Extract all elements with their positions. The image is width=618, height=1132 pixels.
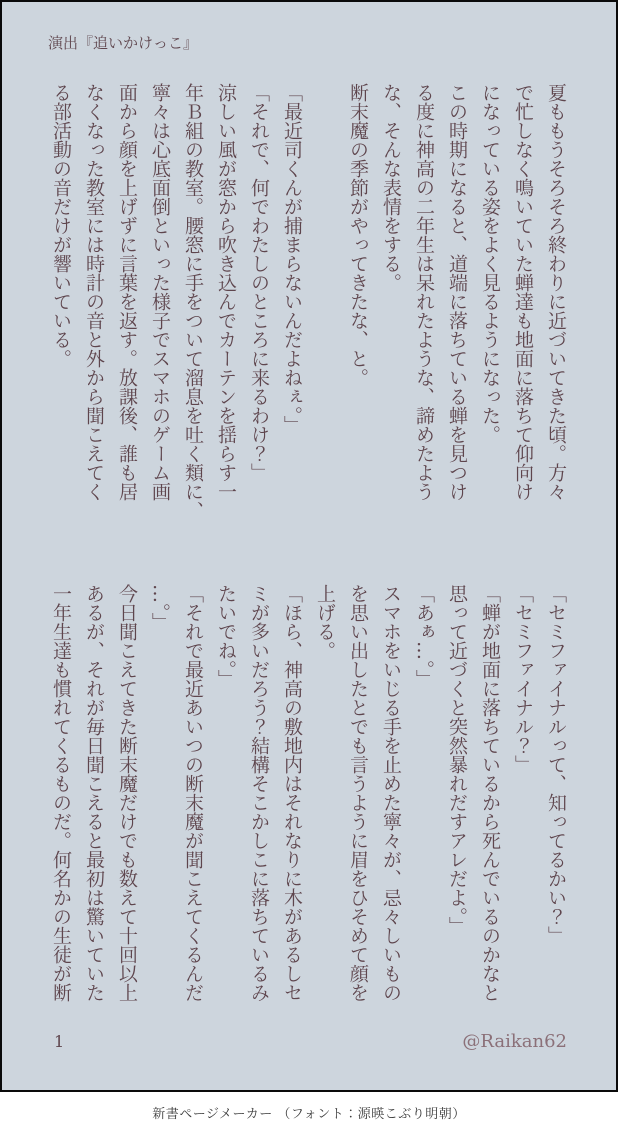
page-number: 1 <box>54 1032 65 1051</box>
text-line: たいでね。」 <box>215 584 237 689</box>
text-line: 「あぁ…。」 <box>413 584 435 689</box>
caption-text: 新書ページメーカー （フォント：源暎こぶり明朝） <box>152 1106 466 1122</box>
text-line: 「それで、何でわたしのところに来るわけ？」 <box>248 83 270 482</box>
caption-bar <box>0 1092 618 1132</box>
text-line: 「蝉が地面に落ちているから死んでいるのかなと <box>479 584 501 1002</box>
page-title: 演出『追いかけっこ』 <box>48 34 199 52</box>
text-line: 今日聞こえてきた断末魔だけでも数えて十回以上 <box>116 584 138 1002</box>
text-line: 「それで最近あいつの断末魔が聞こえてくるんだ <box>182 584 204 1002</box>
text-line: になっている姿をよく見るようになった。 <box>479 83 501 444</box>
text-line: 断末魔の季節がやってきたな、と。 <box>347 83 369 387</box>
text-line <box>308 83 341 545</box>
text-line: 寧々は心底面倒といった様子でスマホのゲーム画 <box>149 83 171 501</box>
text-line: 思って近づくと突然暴れだすアレだよ。」 <box>446 584 468 936</box>
text-block-upper <box>38 83 572 545</box>
text-line: 面から顔を上げずに言葉を返す。放課後、誰も居 <box>116 83 138 501</box>
text-line: スマホをいじる手を止めた寧々が、忌々しいもの <box>380 584 402 1002</box>
text-line: 一年生達も慣れてくるものだ。何名かの生徒が断 <box>50 584 72 1002</box>
text-line: で忙しなく鳴いていた蝉達も地面に落ちて仰向け <box>512 83 534 501</box>
text-line: 夏ももうそろそろ終わりに近づいてきた頃。方々 <box>545 83 567 501</box>
text-line: この時期になると、道端に落ちている蝉を見つけ <box>446 83 468 501</box>
text-line: る部活動の音だけが響いている。 <box>50 83 72 368</box>
author-handle: @Raikan62 <box>462 1031 567 1052</box>
text-line: 「セミファイナル？」 <box>512 584 534 774</box>
text-line: な、そんな表情をする。 <box>380 83 402 292</box>
text-line: ミが多いだろう？結構そこかしこに落ちているみ <box>248 584 270 1002</box>
text-line: 「セミファイナルって、知ってるかい？」 <box>545 584 567 945</box>
text-block-lower <box>38 584 572 1046</box>
text-line: る度に神高の二年生は呆れたような、諦めたよう <box>413 83 435 501</box>
text-line: 上げる。 <box>314 584 336 660</box>
text-line: 「最近司くんが捕まらないんだよねぇ。」 <box>281 83 303 435</box>
text-line: を思い出したとでも言うように眉をひそめて顔を <box>347 584 369 1002</box>
text-line: あるが、それが毎日聞こえると最初は驚いていた <box>83 584 105 1002</box>
text-line: 涼しい風が窓から吹き込んでカーテンを揺らす一 <box>215 83 237 501</box>
text-line: …。」 <box>149 584 171 632</box>
text-line: 年Ｂ組の教室。腰窓に手をついて溜息を吐く類に、 <box>182 83 204 520</box>
text-line: 「ほら、神高の敷地内はそれなりに木があるしセ <box>281 584 303 1002</box>
text-line: なくなった教室には時計の音と外から聞こえてく <box>83 83 105 501</box>
